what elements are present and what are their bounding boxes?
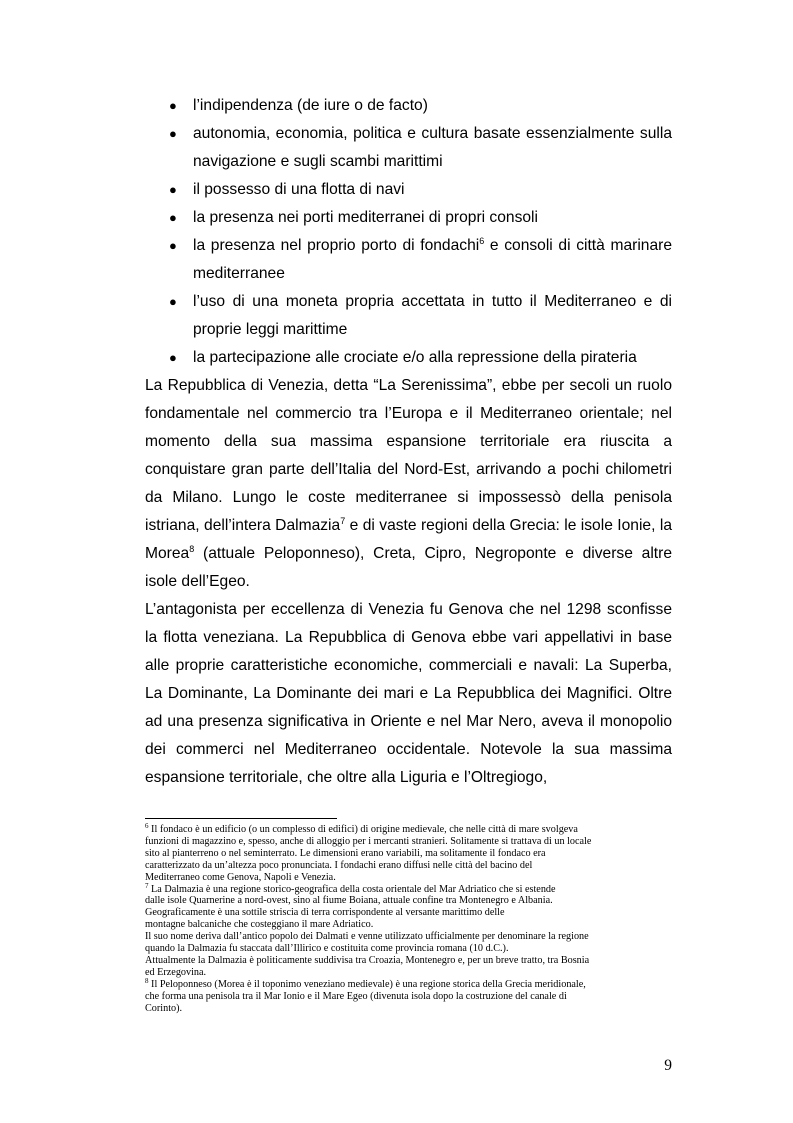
bullet-icon: ● [169,182,177,197]
footnote-7: $^7$ La Dalmazia è una regione storico-geografica della costa orientale del Mar Adriatico che si estende dalle isole Quarnerine a nord-ovest, sino al fiume Boiana, attuale confine tra Montenegro e Albania. Geograficamente è una sottile striscia di terra corrispondente al versante marittimo delle montagne balcaniche che costeggiano il mare Adriatico. Il suo nome deriva dall’antico popolo dei Dalmati e venne utilizzato ufficialmente per denominare la regione quando la Dalmazia fu staccata dall’Illirico e costituita come provincia romana (10 d.C.). Attualmente la Dalmazia è politicamente suddivisa tra Croazia, Montenegro e, per un breve tratto, tra Bosnia ed Erzegovina. [145,881,590,978]
bullet-item: ● la presenza nei porti mediterranei di propri consoli [145,204,672,232]
bullet-item: ● autonomia, economia, politica e cultura basate essenzialmente sulla navigazione e sugli scambi marittimi [145,120,672,176]
bullet-item: ● la partecipazione alle crociate e/o alla repressione della pirateria [145,344,672,372]
body-text [145,372,672,792]
footnote-ref-7[interactable]: 7 [340,516,346,526]
footnote-6: $^6$ Il fondaco è un edificio (o un complesso di edifici) di origine medievale, che nelle città di mare svolgeva funzioni di magazzino e, spesso, anche di alloggio per i mercanti stranieri. Solitamente si trattava di un locale sito al pianterreno o nel seminterrato. Le dimensioni erano variabili, ma solitamente il fondaco era caratterizzato da un’altezza poco pronunciata. I fondachi erano diffusi nelle città del bacino del Mediterraneo come Genova, Napoli e Venezia. [145,822,592,883]
bullet-icon: ● [169,238,177,253]
bullet-icon: ● [169,126,177,141]
footnote-ref-8[interactable]: 8 [189,544,195,554]
paragraph-venezia: La Repubblica di Venezia, detta “La Serenissima”, ebbe per secoli un ruolo fondamentale nel commercio tra l’Europa e il Mediterraneo orientale; nel momento della sua massima espansione territoriale era riuscita a conquistare gran parte dell’Italia del Nord-Est, arrivando a pochi chilometri da Milano. Lungo le coste mediterranee si impossessò della penisola istriana, dell’intera Dalmazia$^7$ e di vaste regioni della Grecia: le isole Ionie, la Morea$^8$ (attuale Peloponneso), Creta, Cipro, Negroponte e diverse altre isole dell’Egeo. [145,377,672,590]
footnote-8: $^8$ Il Peloponneso (Morea è il toponimo veneziano medievale) è una regione storica della Grecia meridionale, che forma una penisola tra il Mar Ionio e il Mare Egeo (divenuta isola dopo la costruzione del canale di Corinto). [145,976,586,1014]
bullet-item: ● l’indipendenza (de iure o de facto) [145,92,672,120]
criteria-bullet-list [145,92,672,372]
bullet-icon: ● [169,294,177,309]
paragraph-genova: L’antagonista per eccellenza di Venezia fu Genova che nel 1298 sconfisse la flotta veneziana. La Repubblica di Genova ebbe vari appellativi in base alle proprie caratteristiche economiche, commerciali e navali: La Superba, La Dominante, La Dominante dei mari e La Repubblica dei Magnifici. Oltre ad una presenza significativa in Oriente e nel Mar Nero, aveva il monopolio dei commerci nel Mediterraneo occidentale. Notevole la sua massima espansione territoriale, che oltre alla Liguria e l’Oltregiogo, [145,601,672,786]
footnotes [145,824,672,1015]
footnote-ref-6[interactable]: 6 [479,236,485,246]
bullet-item: ● la presenza nel proprio porto di fondachi$^6$ e consoli di città marinare mediterranee [145,232,672,288]
footnote-separator [145,818,337,819]
bullet-icon: ● [169,98,177,113]
footnote-number: 6 [145,822,149,830]
footnote-number: 7 [145,881,149,890]
bullet-item: ● l’uso di una moneta propria accettata in tutto il Mediterraneo e di proprie leggi marittime [145,288,672,344]
bullet-icon: ● [169,210,177,225]
bullet-item: ● il possesso di una flotta di navi [145,176,672,204]
page-number: 9 [664,1057,672,1074]
footnote-number: 8 [145,976,149,985]
bullet-icon: ● [169,350,177,365]
